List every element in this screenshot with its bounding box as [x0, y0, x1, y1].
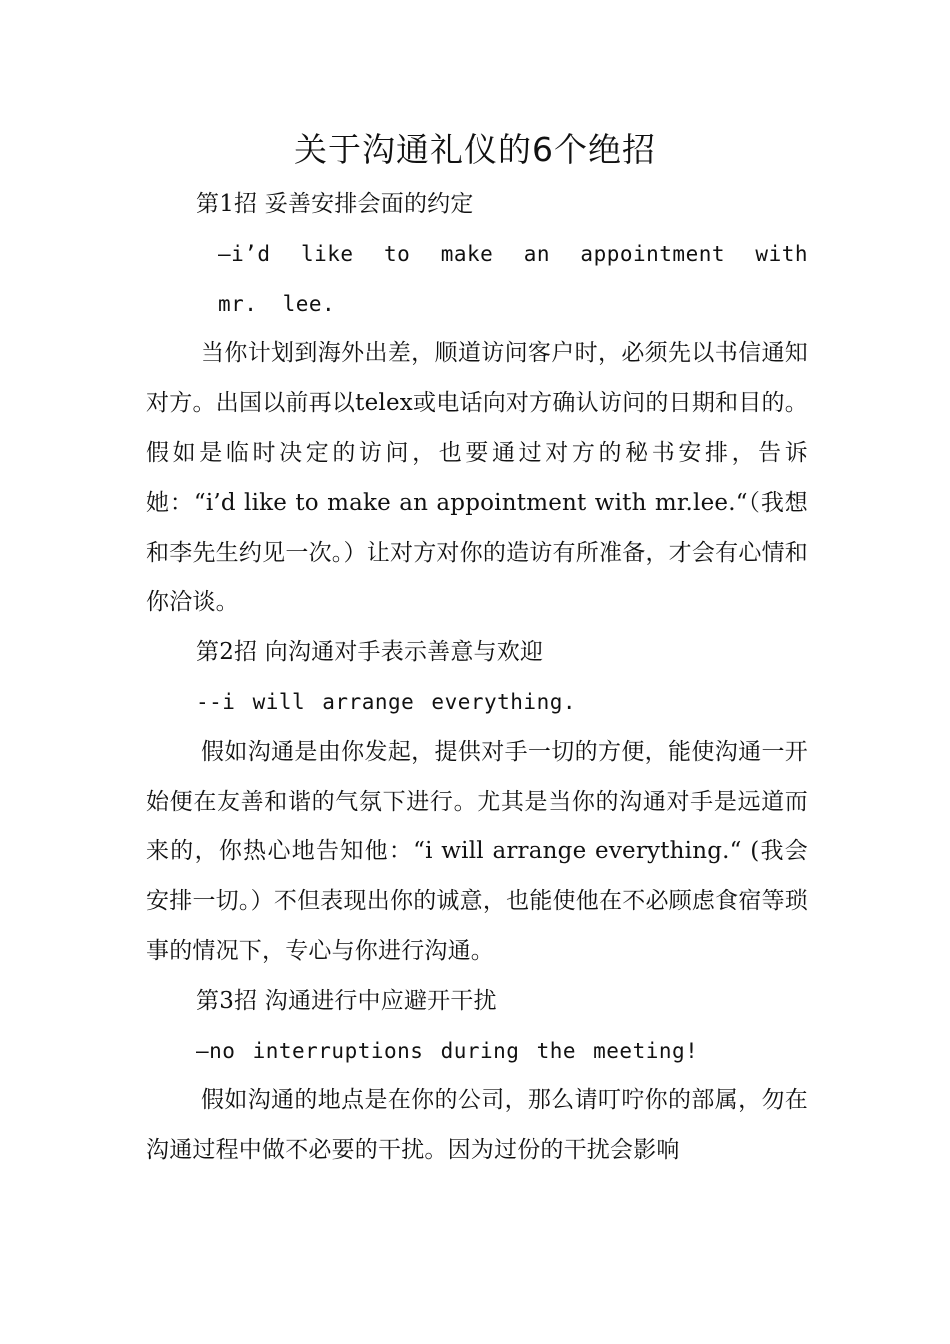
section-2-heading: 第2招 向沟通对手表示善意与欢迎 — [196, 639, 544, 666]
section-1-heading: 第1招 妥善安排会面的约定 — [196, 191, 474, 217]
section-1-quote: —i’d like to make an appointment with mr. lee. — [218, 241, 808, 316]
section-2-paragraph: 假如沟通是由你发起，提供对手一切的方便，能使沟通一开始便在友善和谐的气氛下进行。尤其是当你的沟通对手是远道而来的，你热心地告知他：“i will arrange everything.“ (我会安排一切。）不但表现出你的诚意，也能使他在不必顾虑食宿等琐事的情况下，专心与你进行沟通。 — [146, 738, 808, 964]
document-title: 关于沟通礼仪的6个绝招 — [294, 130, 656, 169]
document-body — [146, 180, 808, 1176]
section-2-quote: --i will arrange everything. — [196, 689, 577, 714]
section-3-paragraph: 假如沟通的地点是在你的公司，那么请叮咛你的部属，勿在沟通过程中做不必要的干扰。因为过份的干扰会影响 — [146, 1087, 808, 1164]
section-3-quote: —no interruptions during the meeting! — [196, 1038, 699, 1063]
section-1-paragraph: 当你计划到海外出差，顺道访问客户时，必须先以书信通知对方。出国以前再以telex或电话向对方确认访问的日期和目的。假如是临时决定的访问，也要通过对方的秘书安排，告诉她：“i’d like to make an appointment with mr.lee.“（我想和李先生约见一次。）让对方对你的造访有所准备，才会有心情和你洽谈。 — [146, 340, 808, 616]
section-3-heading: 第3招 沟通进行中应避开干扰 — [196, 987, 497, 1014]
